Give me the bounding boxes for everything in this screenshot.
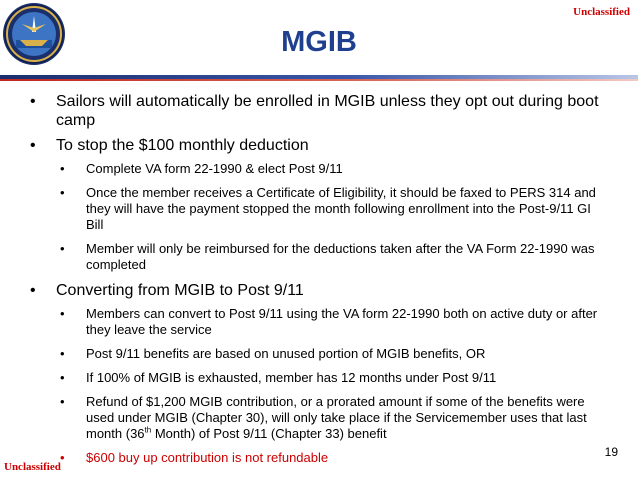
refund-superscript: th <box>144 425 152 435</box>
title-divider-accent <box>0 79 638 81</box>
bullet-auto-enroll: • Sailors will automatically be enrolled in MGIB unless they opt out during boot camp <box>30 92 610 130</box>
slide-title: MGIB <box>281 26 357 58</box>
sub-bullet-certificate: • Once the member receives a Certificate of Eligibility, it should be faxed to PERS 314 and they will have the payment stopped the month following enrollment into the Post-9/11 GI Bill <box>60 185 610 233</box>
sub-bullet-complete-form: • Complete VA form 22-1990 & elect Post 9/11 <box>60 161 610 177</box>
sub-bullet-exhausted: • If 100% of MGIB is exhausted, member has 12 months under Post 9/11 <box>60 370 610 386</box>
sub-bullet-convert-form: • Members can convert to Post 9/11 using the VA form 22-1990 both on active duty or after they leave the service <box>60 306 610 338</box>
classification-label-top: Unclassified <box>573 6 630 18</box>
page-number: 19 <box>604 445 618 459</box>
bullet-converting: • Converting from MGIB to Post 9/11 <box>30 281 610 300</box>
classification-label-bottom: Unclassified <box>4 461 61 473</box>
bullet-stop-deduction: • To stop the $100 monthly deduction <box>30 136 610 155</box>
sub-bullet-unused-portion: • Post 9/11 benefits are based on unused portion of MGIB benefits, OR <box>60 346 610 362</box>
refund-text-before: Refund of $1,200 MGIB contribution, or a prorated amount if some of the benefits were used under MGIB (Chapter 30), will only take place if the Servicemember uses that last month (36 <box>86 394 587 441</box>
refund-text-after: Month) of Post 9/11 (Chapter 33) benefit <box>151 426 387 441</box>
sub-bullet-refund <box>60 394 610 442</box>
slide-body <box>30 92 610 474</box>
sub-bullet-buy-up: • $600 buy up contribution is not refundable <box>60 450 610 466</box>
sub-bullet-reimbursement: • Member will only be reimbursed for the deductions taken after the VA Form 22-1990 was completed <box>60 241 610 273</box>
